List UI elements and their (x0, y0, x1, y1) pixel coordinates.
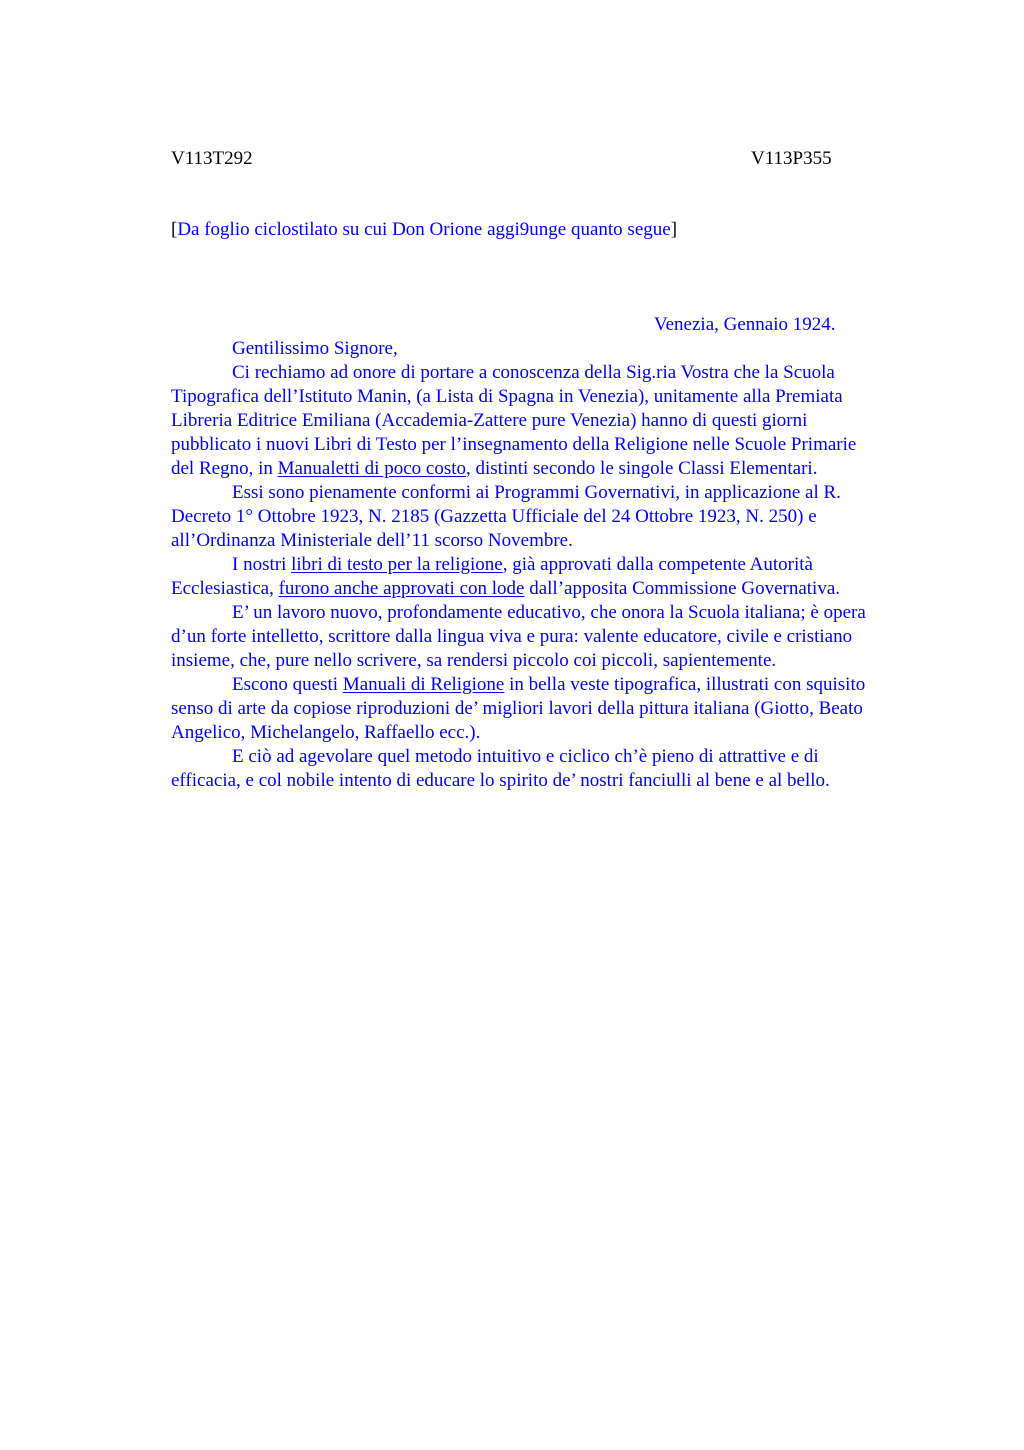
underlined-phrase: Manualetti di poco costo (277, 458, 466, 479)
underlined-phrase: furono anche approvati con lode (278, 578, 525, 599)
text-run: I nostri (232, 554, 292, 575)
text-run: Escono questi (232, 674, 343, 695)
note-close-bracket: ] (670, 219, 678, 240)
paragraph-2-line-1: Essi sono pienamente conformi ai Programmi Governativi, in applicazione al R. (232, 482, 841, 503)
paragraph-1-line-1: Ci rechiamo ad onore di portare a conoscenza della Sig.ria Vostra che la Scuola (232, 362, 835, 383)
note-text: Da foglio ciclostilato su cui Don Orione aggi9unge quanto segue (177, 219, 671, 240)
underlined-phrase: Manuali di Religione (342, 674, 505, 695)
paragraph-4 (171, 601, 931, 673)
paragraph-6-line-2: efficacia, e col nobile intento di educare lo spirito de’ nostri fanciulli al bene e al bello. (171, 770, 830, 791)
note-open-bracket: [ (171, 219, 178, 240)
paragraph-3-line-1 (171, 553, 931, 577)
document-code-right: V113P355 (751, 148, 832, 169)
text-run: , già approvati dalla competente Autorità (502, 554, 813, 575)
paragraph-4-line-2: d’un forte intelletto, scrittore dalla lingua viva e pura: valente educatore, civile e cristiano (171, 626, 853, 647)
text-run: in bella veste tipografica, illustrati con squisito (504, 674, 866, 695)
paragraph-1-line-3: Libreria Editrice Emiliana (Accademia-Zattere pure Venezia) hanno di questi giorni (171, 410, 808, 431)
text-run: Ecclesiastica, (171, 578, 279, 599)
text-run: dall’apposita Commissione Governativa. (524, 578, 841, 599)
paragraph-1-line-4: pubblicato i nuovi Libri di Testo per l’insegnamento della Religione nelle Scuole Primarie (171, 434, 857, 455)
letter-salutation: Gentilissimo Signore, (232, 338, 398, 359)
underlined-phrase: libri di testo per la religione (291, 554, 503, 575)
paragraph-2 (171, 481, 931, 553)
paragraph-1-line-2: Tipografica dell’Istituto Manin, (a Lista di Spagna in Venezia), unitamente alla Premiata (171, 386, 843, 407)
paragraph-4-line-3: insieme, che, pure nello scrivere, sa rendersi piccolo coi piccoli, sapientemente. (171, 650, 777, 671)
text-run: , distinti secondo le singole Classi Elementari. (466, 458, 818, 479)
paragraph-1 (171, 361, 931, 481)
editorial-note (171, 218, 677, 242)
paragraph-4-line-1: E’ un lavoro nuovo, profondamente educativo, che onora la Scuola italiana; è opera (232, 602, 866, 623)
paragraph-2-line-3: all’Ordinanza Ministeriale dell’11 scorso Novembre. (171, 530, 573, 551)
paragraph-5-line-1 (171, 673, 931, 697)
letter-date: Venezia, Gennaio 1924. (654, 314, 836, 335)
paragraph-5 (171, 673, 931, 745)
document-code-left: V113T292 (171, 148, 253, 169)
paragraph-3 (171, 553, 931, 601)
letter-body (171, 313, 931, 793)
paragraph-6-line-1: E ciò ad agevolare quel metodo intuitivo e ciclico ch’è pieno di attrattive e di (232, 746, 819, 767)
paragraph-3-line-2 (171, 577, 931, 601)
paragraph-5-line-3: Angelico, Michelangelo, Raffaello ecc.). (171, 722, 481, 743)
text-run: del Regno, in (171, 458, 278, 479)
paragraph-1-line-5 (171, 457, 931, 481)
paragraph-5-line-2: senso di arte da copiose riproduzioni de’ migliori lavori della pittura italiana (Giotto, Beato (171, 698, 863, 719)
paragraph-2-line-2: Decreto 1° Ottobre 1923, N. 2185 (Gazzetta Ufficiale del 24 Ottobre 1923, N. 250) e (171, 506, 817, 527)
paragraph-6 (171, 745, 931, 793)
